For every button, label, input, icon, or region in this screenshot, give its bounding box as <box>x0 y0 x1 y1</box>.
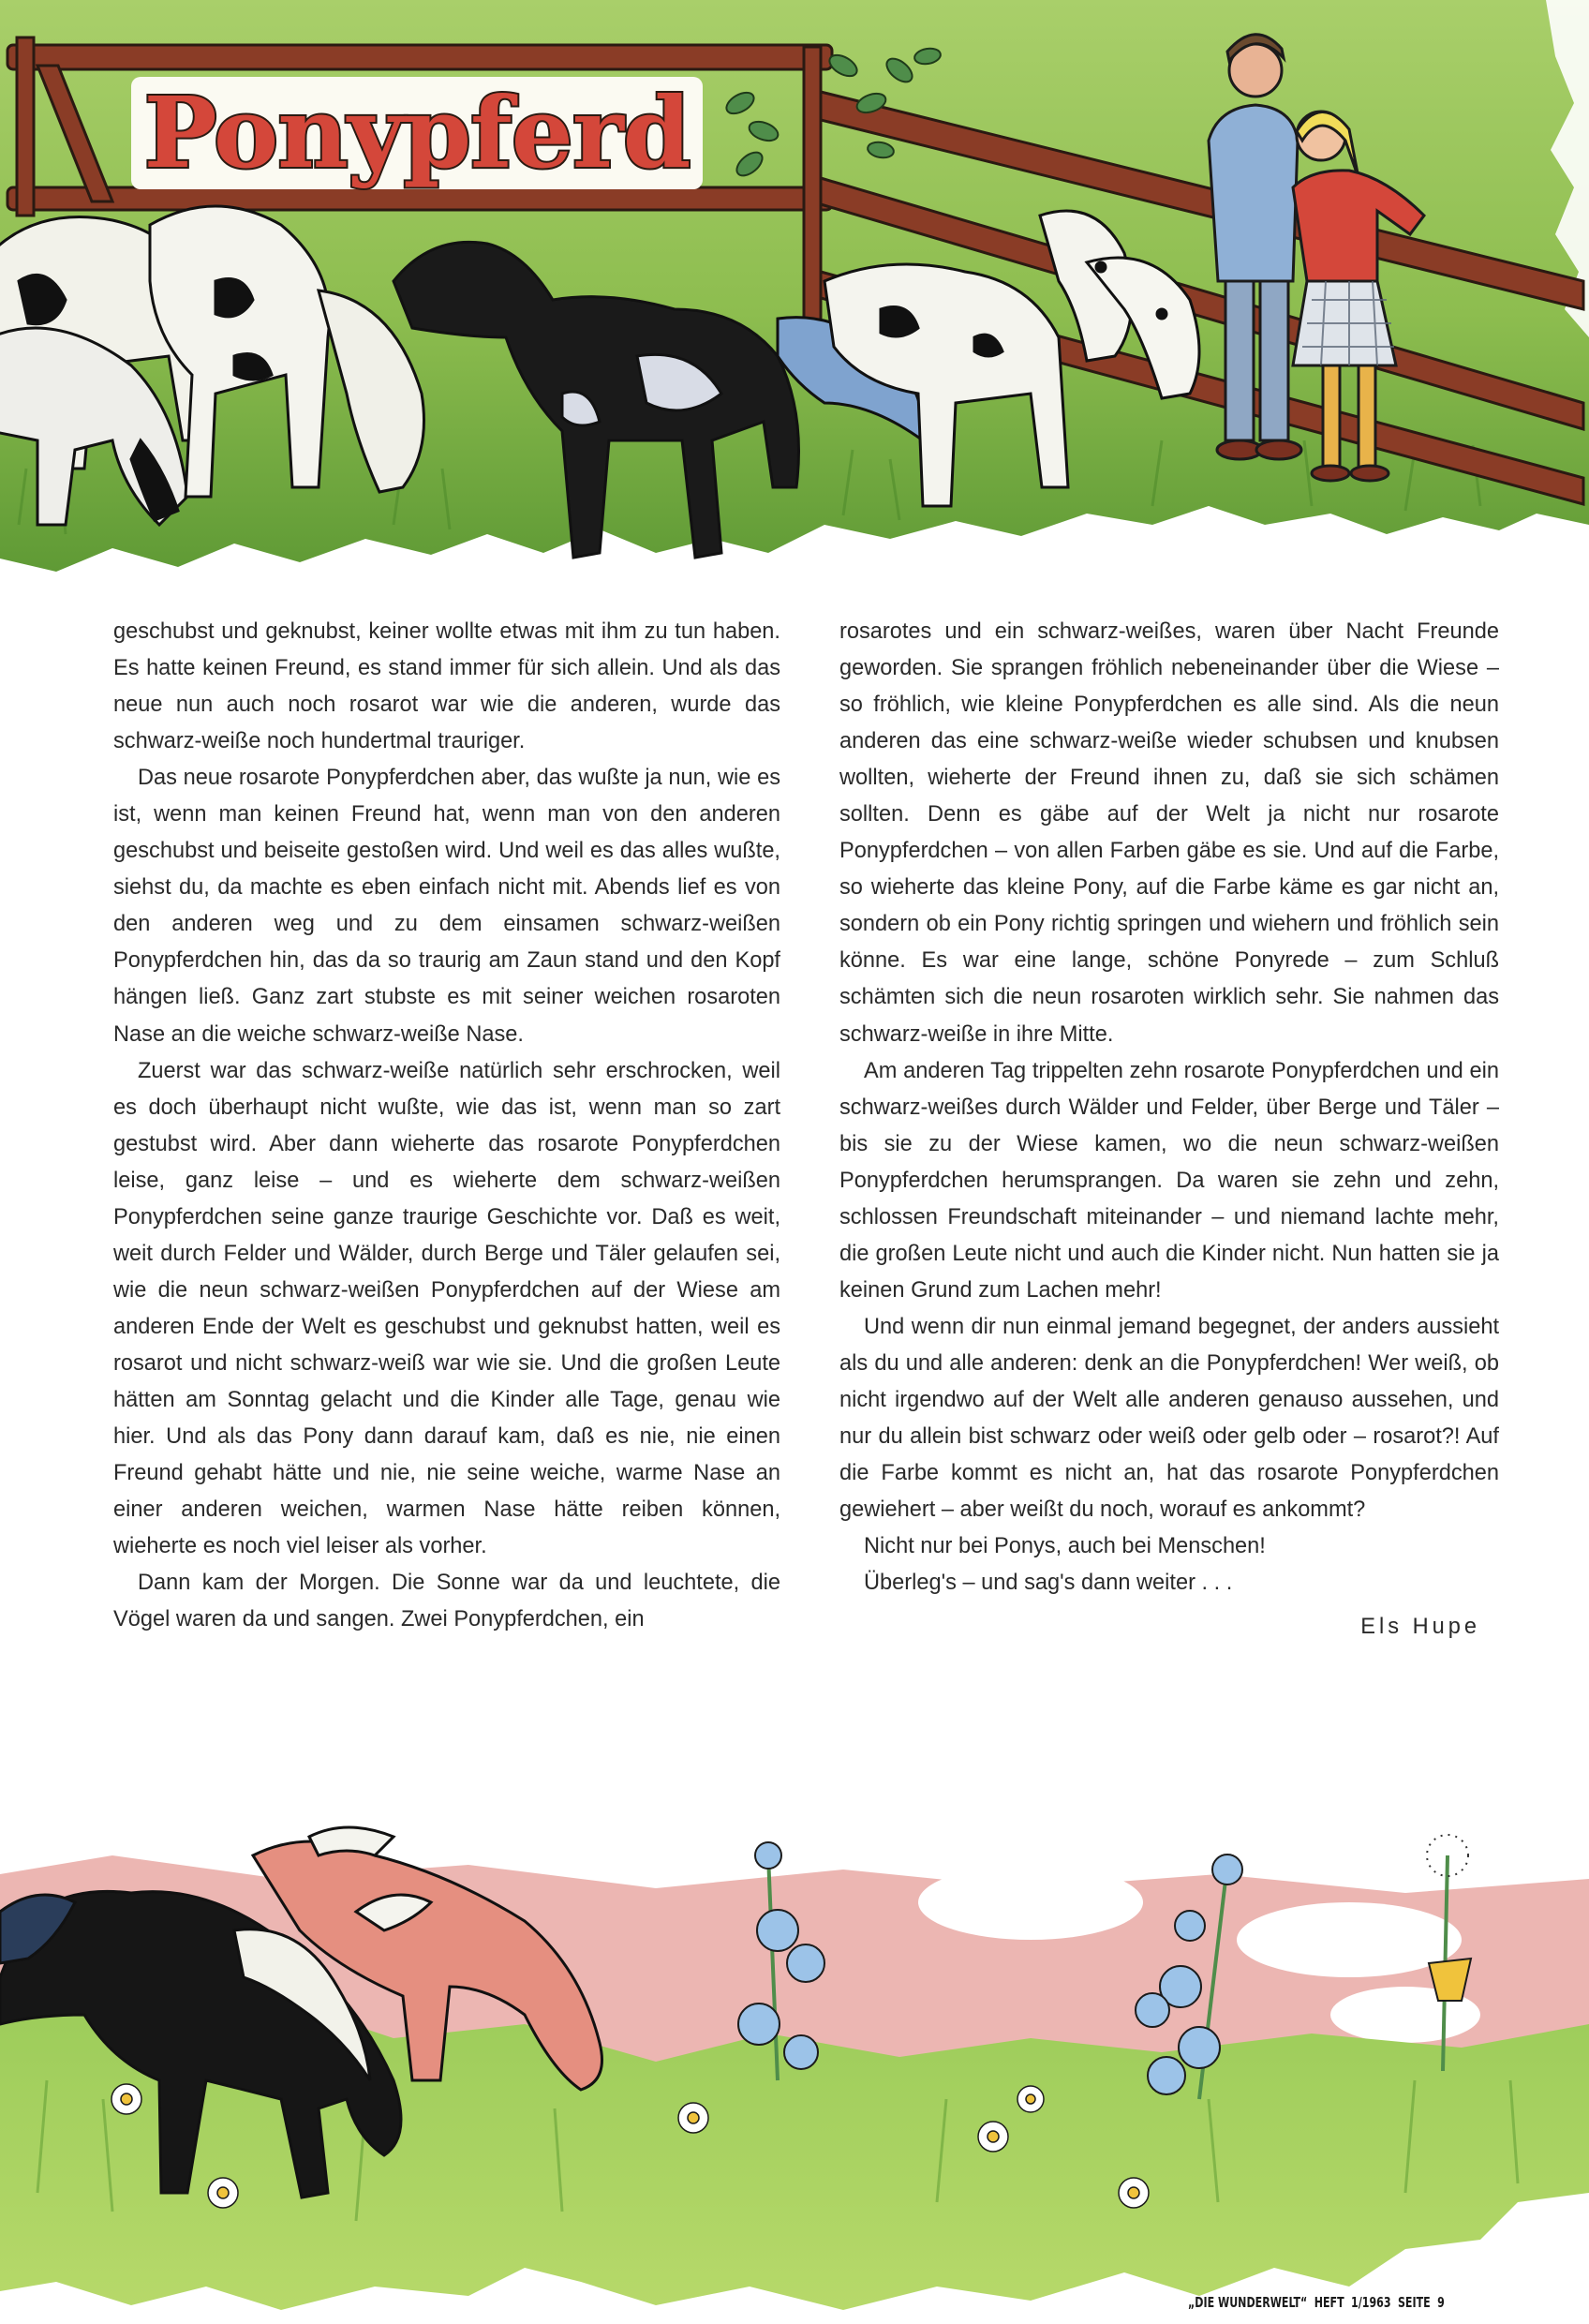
paragraph: rosarotes und ein schwarz-weißes, waren über Nacht Freunde geworden. Sie sprangen fröhlich nebeneinander über die Wiese – so fröhlich, wie kleine Ponypferdchen es alle sind. Als die neun anderen das eine schwarz-weiße wieder schubsen und knubsen wollten, wieherte der Freund ihnen zu, daß sie sich schämen sollten. Denn es gäbe auf der Welt ja nicht nur rosarote Ponypferdchen – von allen Farben gäbe es sie. Und auf die Farbe, so wieherte das kleine Pony, auf die Farbe käme es gar nicht an, sondern ob ein Pony richtig springen und wiehern und fröhlich sein könne. Es war eine lange, schöne Ponyrede – zum Schluß schämten sich die neun rosaroten wirklich sehr. Sie nahmen das schwarz-weiße in ihre Mitte. <box>839 619 1499 1047</box>
ponies-in-meadow-illustration <box>0 1799 1589 2324</box>
footer-illustration <box>0 1799 1589 2324</box>
title-sign <box>131 77 703 189</box>
paragraph: Zuerst war das schwarz-weiße natürlich sehr erschrocken, weil es doch überhaupt nicht wußte, wie das ist, wenn man so zart gestubst wird. Aber dann wieherte das rosarote Ponypferdchen leise, ganz leise – und es wieherte dem schwarz-weißen Ponypferdchen seine ganze traurige Geschichte vor. Daß es weit, weit durch Felder und Wälder, durch Berge und Täler gelaufen sei, wie die neun schwarz-weißen Ponypferdchen auf der Wiese am anderen Ende der Welt es geschubst und geknubst hatten, weil es rosarot und nicht schwarz-weiß war wie sie. Und die großen Leute hätten am Sonntag gelacht und die Kinder alle Tage, genau wie hier. Und als das Pony dann darauf kam, daß es nie, nie einen Freund gehabt hätte und nie, nie seine weiche, warme Nase an einer anderen weichen, warmen Nase hätte reiben können, wieherte es noch viel leiser als vorher. <box>113 1058 780 1559</box>
issue-label: HEFT <box>1314 2294 1344 2311</box>
article-left-column <box>113 614 780 1638</box>
header-illustration <box>0 0 1589 581</box>
article-right-column <box>839 614 1499 1646</box>
page-number: 9 <box>1437 2294 1445 2311</box>
page-title: Ponypferd <box>143 75 691 190</box>
magazine-name: „DIE WUNDERWELT“ <box>1188 2294 1308 2311</box>
paragraph: Dann kam der Morgen. Die Sonne war da und leuchtete, die Vögel waren da und sangen. Zwei Ponypferdchen, ein <box>113 1571 780 1632</box>
paragraph: geschubst und geknubst, keiner wollte etwas mit ihm zu tun haben. Es hatte keinen Freund, es stand immer für sich allein. Und als das neue nun auch noch rosarot war wie die anderen, wurde das schwarz-weiße noch hundertmal trauriger. <box>113 619 780 754</box>
author-signature: Els Hupe <box>1360 1615 1480 1640</box>
paragraph: Nicht nur bei Ponys, auch bei Menschen! <box>864 1534 1266 1559</box>
paragraph: Überleg's – und sag's dann weiter . . . <box>864 1571 1233 1596</box>
paragraph: Und wenn dir nun einmal jemand begegnet, der anders aussieht als du und alle anderen: denk an die Ponypferdchen! Wer weiß, ob nicht irgendwo auf der Welt alle anderen genauso aussehen, und nur du allein bist schwarz oder weiß oder gelb oder – rosarot?! Auf die Farbe kommt es nicht an, hat das rosarote Ponypferdchen gewiehert – aber weißt du noch, worauf es ankommt? <box>839 1314 1499 1523</box>
page-footer <box>1188 2294 1451 2311</box>
paragraph: Das neue rosarote Ponypferdchen aber, das wußte ja nun, wie es ist, wenn man keinen Freund hat, wenn man von den anderen geschubst und beiseite gestoßen wird. Und weil es das alles wußte, siehst du, da machte es eben einfach nicht mit. Abends lief es von den anderen weg und zu dem einsamen schwarz-weißen Ponypferdchen hin, das da so traurig am Zaun stand und den Kopf hängen ließ. Ganz zart stubste es mit seiner weichen rosaroten Nase an die weiche schwarz-weiße Nase. <box>113 766 780 1047</box>
paragraph: Am anderen Tag trippelten zehn rosarote Ponypferdchen und ein schwarz-weißes durch Wälder und Felder, über Berge und Täler – bis sie zu der Wiese kamen, wo die neun schwarz-weißen Ponypferdchen herumsprangen. Da waren sie zehn und zehn, schlossen Freundschaft miteinander – und niemand lachte mehr, die großen Leute nicht und auch die Kinder nicht. Nun hatten sie ja keinen Grund zum Lachen mehr! <box>839 1058 1499 1303</box>
issue-number: 1/1963 <box>1351 2294 1391 2311</box>
page-label: SEITE <box>1397 2294 1431 2311</box>
